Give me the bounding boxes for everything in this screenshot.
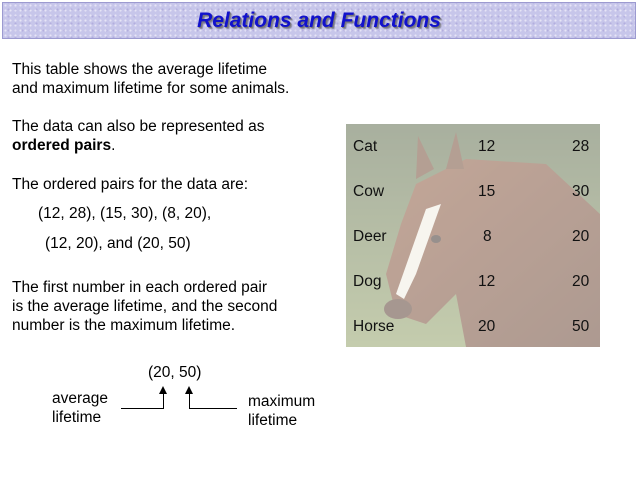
table-cell-maximum: 30 [572,183,590,200]
explain-line-1: The first number in each ordered pair [12,279,268,296]
table-cell-maximum: 28 [572,138,590,155]
table-cell-maximum: 20 [572,273,590,290]
table-cell-animal: Dog [353,273,382,290]
page-title: Relations and Functions [197,9,441,32]
ordered-period: . [111,137,116,154]
table-cell-average: 8 [483,228,492,245]
pairs-intro: The ordered pairs for the data are: [12,176,249,193]
intro-line-1: This table shows the average lifetime [12,61,268,78]
maximum-arrow-shaft [189,393,190,408]
pairs-line-2: (12, 20), and (20, 50) [45,235,191,252]
table-cell-maximum: 50 [572,318,590,335]
average-label-2: lifetime [52,409,102,426]
intro-line-2: and maximum lifetime for some animals. [12,80,290,97]
maximum-label-1: maximum [248,393,316,410]
average-arrow-shaft [163,393,164,408]
table-cell-average: 12 [478,273,496,290]
diagram-pair: (20, 50) [148,364,202,381]
table-cell-animal: Deer [353,228,387,245]
title-banner [2,2,636,39]
ordered-pairs-term: ordered pairs [12,137,112,154]
maximum-label-2: lifetime [248,412,298,429]
ordered-line-1: The data can also be represented as [12,118,265,135]
horse-photo-table [346,124,600,347]
table-cell-average: 12 [478,138,496,155]
table-cell-average: 20 [478,318,496,335]
average-leader-line [121,408,164,409]
table-cell-animal: Cat [353,138,378,155]
table-cell-animal: Horse [353,318,395,335]
table-cell-average: 15 [478,183,496,200]
average-label-1: average [52,390,109,407]
explain-line-2: is the average lifetime, and the second [12,298,278,315]
maximum-leader-line [189,408,237,409]
ordered-line-2 [12,136,115,156]
table-cell-maximum: 20 [572,228,590,245]
pairs-line-1: (12, 28), (15, 30), (8, 20), [38,205,212,222]
explain-line-3: number is the maximum lifetime. [12,317,236,334]
table-cell-animal: Cow [353,183,385,200]
